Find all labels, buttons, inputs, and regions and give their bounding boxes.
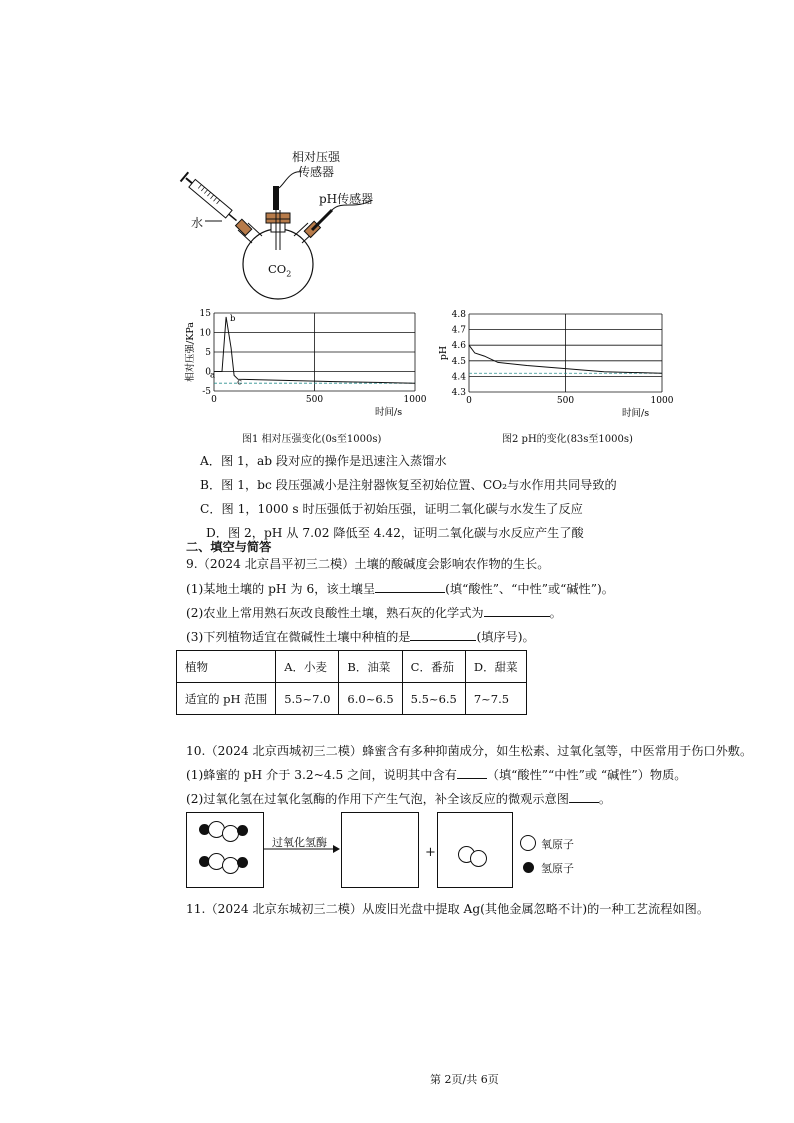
flask-gas-text: CO [268, 262, 287, 276]
x-tick-label: 500 [556, 396, 575, 406]
q9-part1-text: (1)某地土壤的 pH 为 6，该土壤呈 [186, 582, 376, 596]
ph-range-table [176, 650, 527, 715]
table-row [177, 651, 527, 683]
x-tick-label: 500 [305, 395, 324, 405]
table-cell: A．小麦 [276, 651, 339, 683]
q9-part3 [186, 628, 535, 645]
table-cell: 5.5~7.0 [276, 683, 339, 715]
water-label: 水 [191, 216, 204, 230]
flask-gas-subscript: 2 [286, 269, 292, 279]
legend-hydrogen-label: 氢原子 [541, 862, 574, 875]
table-cell: D．甜菜 [465, 651, 526, 683]
q10-part1-text: (1)蜂蜜的 pH 介于 3.2~4.5 之间，说明其中含有 [186, 768, 457, 782]
y-tick-label: 0 [205, 367, 211, 378]
hydrogen-atom-icon [237, 825, 248, 836]
q9-part2-text: (2)农业上常用熟石灰改良酸性土壤，熟石灰的化学式为 [186, 606, 484, 620]
reaction-arrow-icon [263, 844, 341, 854]
y-axis-label: pH [438, 345, 449, 361]
q10-stem: 10.（2024 北京西城初三二模）蜂蜜含有多种抑菌成分，如生松素、过氧化氢等，中医常用于伤口外敷。 [186, 744, 753, 758]
option-d: D．图 2，pH 从 7.02 降低至 4.42，证明二氧化碳与水反应产生了酸 [206, 526, 584, 540]
q9-part2-end: 。 [549, 606, 562, 620]
table-cell: 5.5~6.5 [402, 683, 465, 715]
table-cell: C．番茄 [402, 651, 465, 683]
q9-part2-blank[interactable] [484, 604, 550, 617]
x-axis-label: 时间/s [375, 407, 403, 418]
q10-part1-hint: （填“酸性”“中性”或 “碱性”）物质。 [486, 768, 687, 782]
q10-part1-blank[interactable] [457, 766, 487, 779]
q9-part1-blank[interactable] [375, 580, 445, 593]
legend-oxygen-icon [520, 835, 536, 851]
y-tick-label: 5 [205, 348, 211, 358]
option-a: A．图 1，ab 段对应的操作是迅速注入蒸馏水 [200, 454, 447, 468]
arrow-label: 过氧化氢酶 [272, 836, 327, 849]
q9-part2 [186, 604, 562, 621]
legend-oxygen-label: 氧原子 [541, 838, 574, 851]
option-b: B．图 1，bc 段压强减小是注射器恢复至初始位置、CO₂与水作用共同导致的 [200, 478, 617, 492]
section-title: 二、填空与简答 [186, 540, 272, 554]
option-c: C．图 1，1000 s 时压强低于初始压强，证明二氧化碳与水发生了反应 [200, 502, 583, 516]
x-tick-label: 0 [211, 395, 217, 405]
flask-gas-label [268, 262, 291, 278]
y-tick-label: 4.8 [451, 310, 466, 320]
y-tick-label: 4.6 [451, 341, 466, 352]
x-tick-label: 1000 [650, 396, 674, 406]
pressure-sensor-line2: 传感器 [298, 165, 335, 179]
pressure-sensor-label [292, 150, 340, 180]
y-tick-label: 10 [199, 328, 211, 339]
y-tick-label: 15 [199, 309, 211, 319]
fig1-caption: 图1 相对压强变化(0s至1000s) [242, 434, 382, 445]
ph-chart [436, 305, 676, 430]
point-label-b: b [230, 313, 236, 324]
y-tick-label: 4.7 [451, 325, 466, 336]
q9-part3-blank[interactable] [410, 628, 476, 641]
y-tick-label: 4.5 [451, 356, 466, 367]
q9-stem: 9.（2024 北京昌平初三二模）土壤的酸碱度会影响农作物的生长。 [186, 557, 550, 571]
q9-part3-hint: (填序号)。 [476, 630, 535, 644]
reactant-box [186, 812, 264, 888]
pressure-sensor-line1: 相对压强 [292, 150, 341, 164]
table-cell: 适宜的 pH 范围 [177, 683, 276, 715]
oxygen-atom-icon [470, 850, 487, 867]
product-box-oxygen [437, 812, 513, 888]
y-tick-label: 4.4 [451, 372, 466, 383]
y-axis-label: 相对压强/KPa [185, 322, 196, 382]
q10-part2-blank[interactable] [569, 790, 599, 803]
hydrogen-atom-icon [237, 857, 248, 868]
apparatus-diagram [176, 140, 386, 305]
point-label-c: c [237, 377, 242, 388]
legend-hydrogen-icon [523, 862, 534, 873]
fig2-caption: 图2 pH的变化(83s至1000s) [502, 434, 633, 445]
table-cell: 6.0~6.5 [339, 683, 402, 715]
table-cell: 植物 [177, 651, 276, 683]
point-label-a: a [210, 370, 216, 381]
page-footer: 第 2页/共 6页 [430, 1073, 499, 1086]
q10-part2-text: (2)过氧化氢在过氧化氢酶的作用下产生气泡，补全该反应的微观示意图 [186, 792, 569, 806]
q10-part2-end: 。 [598, 792, 612, 806]
q10-part1 [186, 766, 687, 783]
q10-part2 [186, 790, 611, 807]
y-tick-label: 4.3 [451, 388, 466, 398]
q9-part3-text: (3)下列植物适宜在微碱性土壤中种植的是 [186, 630, 411, 644]
table-row [177, 683, 527, 715]
q11-stem: 11.（2024 北京东城初三二模）从废旧光盘中提取 Ag(其他金属忽略不计)的一种工艺流程如图。 [186, 902, 710, 916]
pressure-chart [180, 305, 430, 430]
table-cell: B．油菜 [339, 651, 402, 683]
product-box-blank[interactable] [341, 812, 419, 888]
q9-part1-hint: (填“酸性”、“中性”或“碱性”)。 [445, 582, 614, 596]
x-tick-label: 1000 [403, 395, 427, 405]
x-axis-label: 时间/s [622, 408, 650, 419]
q9-part1 [186, 580, 614, 597]
x-tick-label: 0 [466, 396, 472, 406]
ph-sensor-label: pH传感器 [319, 192, 374, 206]
plus-sign: + [425, 845, 436, 860]
y-tick-label: -5 [202, 387, 211, 397]
table-cell: 7~7.5 [465, 683, 526, 715]
